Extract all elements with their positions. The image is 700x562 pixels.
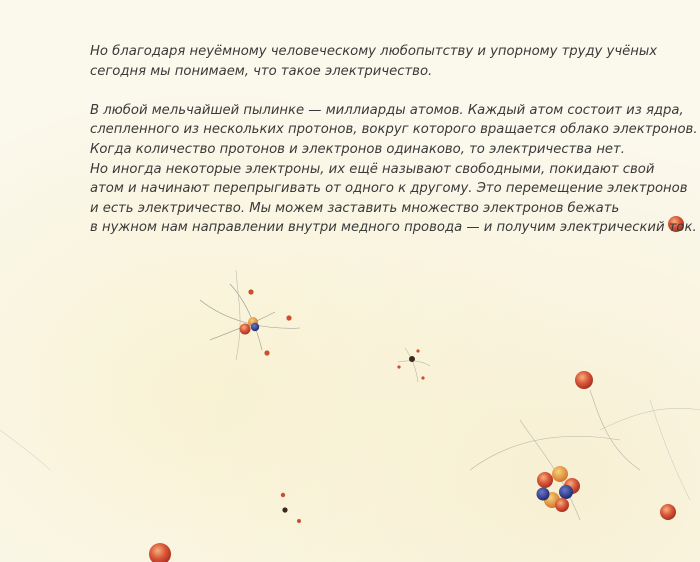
electron — [264, 350, 269, 355]
free-particles — [0, 216, 697, 562]
electron — [416, 349, 419, 352]
text-line: Когда количество протонов и электронов одинаково, то электричества нет. — [90, 141, 625, 157]
neutron — [537, 488, 550, 501]
electron — [397, 365, 400, 368]
orbit-line — [650, 400, 690, 500]
paragraph-1 — [90, 42, 690, 81]
nucleus — [409, 356, 415, 362]
proton — [552, 466, 568, 482]
orbit-line — [236, 270, 240, 360]
text-line: сегодня мы понимаем, что такое электричество. — [90, 63, 433, 79]
orbit-line — [590, 390, 640, 470]
orbit-line — [600, 408, 700, 430]
atom-large — [470, 390, 700, 520]
electron — [297, 519, 301, 523]
neutron — [251, 323, 259, 331]
electron — [248, 289, 253, 294]
paragraph-2 — [90, 101, 698, 238]
orbit-line — [470, 436, 620, 470]
free-particle — [660, 504, 676, 520]
main-text — [90, 42, 698, 238]
atom-left — [200, 270, 300, 360]
text-line: Но благодаря неуёмному человеческому любопытству и упорному труду учёных — [90, 44, 658, 59]
text-line: В любой мельчайшей пылинке — миллиарды атомов. Каждый атом состоит из ядра, — [90, 102, 684, 118]
text-line: в нужном нам направлении внутри медного провода — и получим электрический ток. — [90, 220, 697, 236]
proton — [240, 324, 251, 335]
neutron — [559, 485, 573, 499]
electron — [286, 315, 291, 320]
electron — [281, 493, 285, 497]
text-line: слепленного из нескольких протонов, вокруг которого вращается облако электронов. — [90, 122, 698, 138]
text-line: атом и начинают перепрыгивать от одного к другому. Это перемещение электронов — [90, 181, 688, 197]
proton — [555, 498, 569, 512]
proton — [537, 472, 553, 488]
orbit-line — [230, 284, 262, 350]
orbit-line — [0, 430, 50, 470]
text-line: и есть электричество. Мы можем заставить множество электронов бежать — [90, 200, 620, 216]
text-line: Но иногда некоторые электроны, их ещё называют свободными, покидают свой — [90, 161, 655, 177]
free-particle — [149, 543, 171, 562]
paragraph-gap — [90, 81, 690, 101]
orbit-line — [405, 348, 418, 382]
electron — [282, 507, 287, 512]
electron — [421, 376, 424, 379]
free-particle — [575, 371, 593, 389]
atom-center — [397, 348, 430, 382]
